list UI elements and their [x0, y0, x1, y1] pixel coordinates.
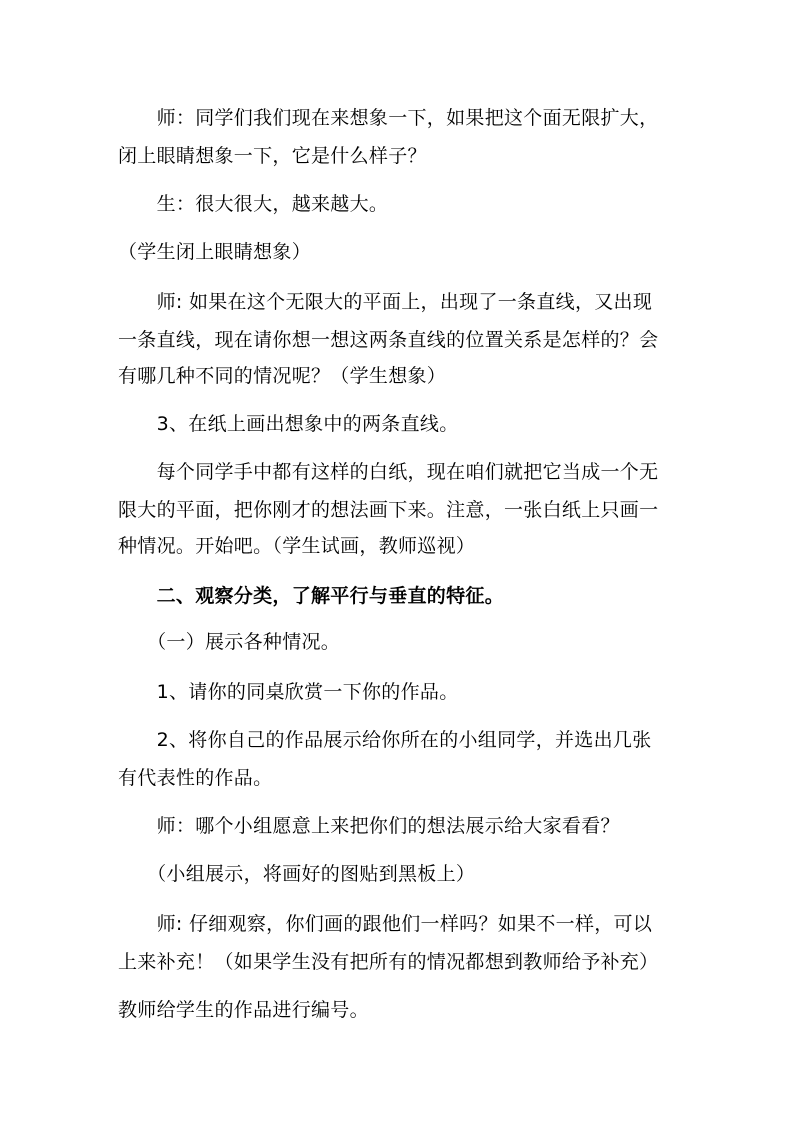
paragraph-line: 师：哪个小组愿意上来把你们的想法展示给大家看看？ [118, 815, 620, 837]
paragraph-line: 2、将你自己的作品展示给你所在的小组同学，并选出几张 [118, 729, 652, 751]
paragraph-line: 闭上眼睛想象一下，它是什么样子？ [118, 145, 427, 167]
paragraph-line: 1、请你的同桌欣赏一下你的作品。 [118, 681, 459, 703]
paragraph-line: 每个同学手中都有这样的白纸，现在咱们就把它当成一个无 [118, 461, 659, 483]
paragraph-line: 种情况。开始吧。（学生试画，教师巡视） [118, 535, 476, 557]
paragraph-line: 上来补充！（如果学生没有把所有的情况都想到教师给予补充） [118, 951, 659, 973]
section-heading: 二、观察分类，了解平行与垂直的特征。 [118, 585, 505, 607]
paragraph-line: （学生闭上眼睛想象） [118, 241, 312, 263]
paragraph-line: 限大的平面，把你刚才的想法画下来。注意，一张白纸上只画一 [118, 499, 659, 521]
paragraph-line: 教师给学生的作品进行编号。 [118, 999, 369, 1021]
subsection-heading: （一）展示各种情况。 [118, 631, 341, 653]
paragraph-line: 有哪几种不同的情况呢？（学生想象） [118, 365, 447, 387]
paragraph-line: （小组展示，将画好的图贴到黑板上） [118, 863, 476, 885]
paragraph-line: 生：很大很大，越来越大。 [118, 193, 389, 215]
paragraph-line: 师: 仔细观察，你们画的跟他们一样吗？如果不一样，可以 [118, 913, 653, 935]
paragraph-line: 一条直线，现在请你想一想这两条直线的位置关系是怎样的？会 [118, 329, 659, 351]
paragraph-line: 有代表性的作品。 [118, 767, 273, 789]
paragraph-line: 师: 如果在这个无限大的平面上，出现了一条直线，又出现 [118, 291, 653, 313]
paragraph-line: 3、在纸上画出想象中的两条直线。 [118, 413, 459, 435]
paragraph-line: 师：同学们我们现在来想象一下，如果把这个面无限扩大， [118, 107, 659, 129]
